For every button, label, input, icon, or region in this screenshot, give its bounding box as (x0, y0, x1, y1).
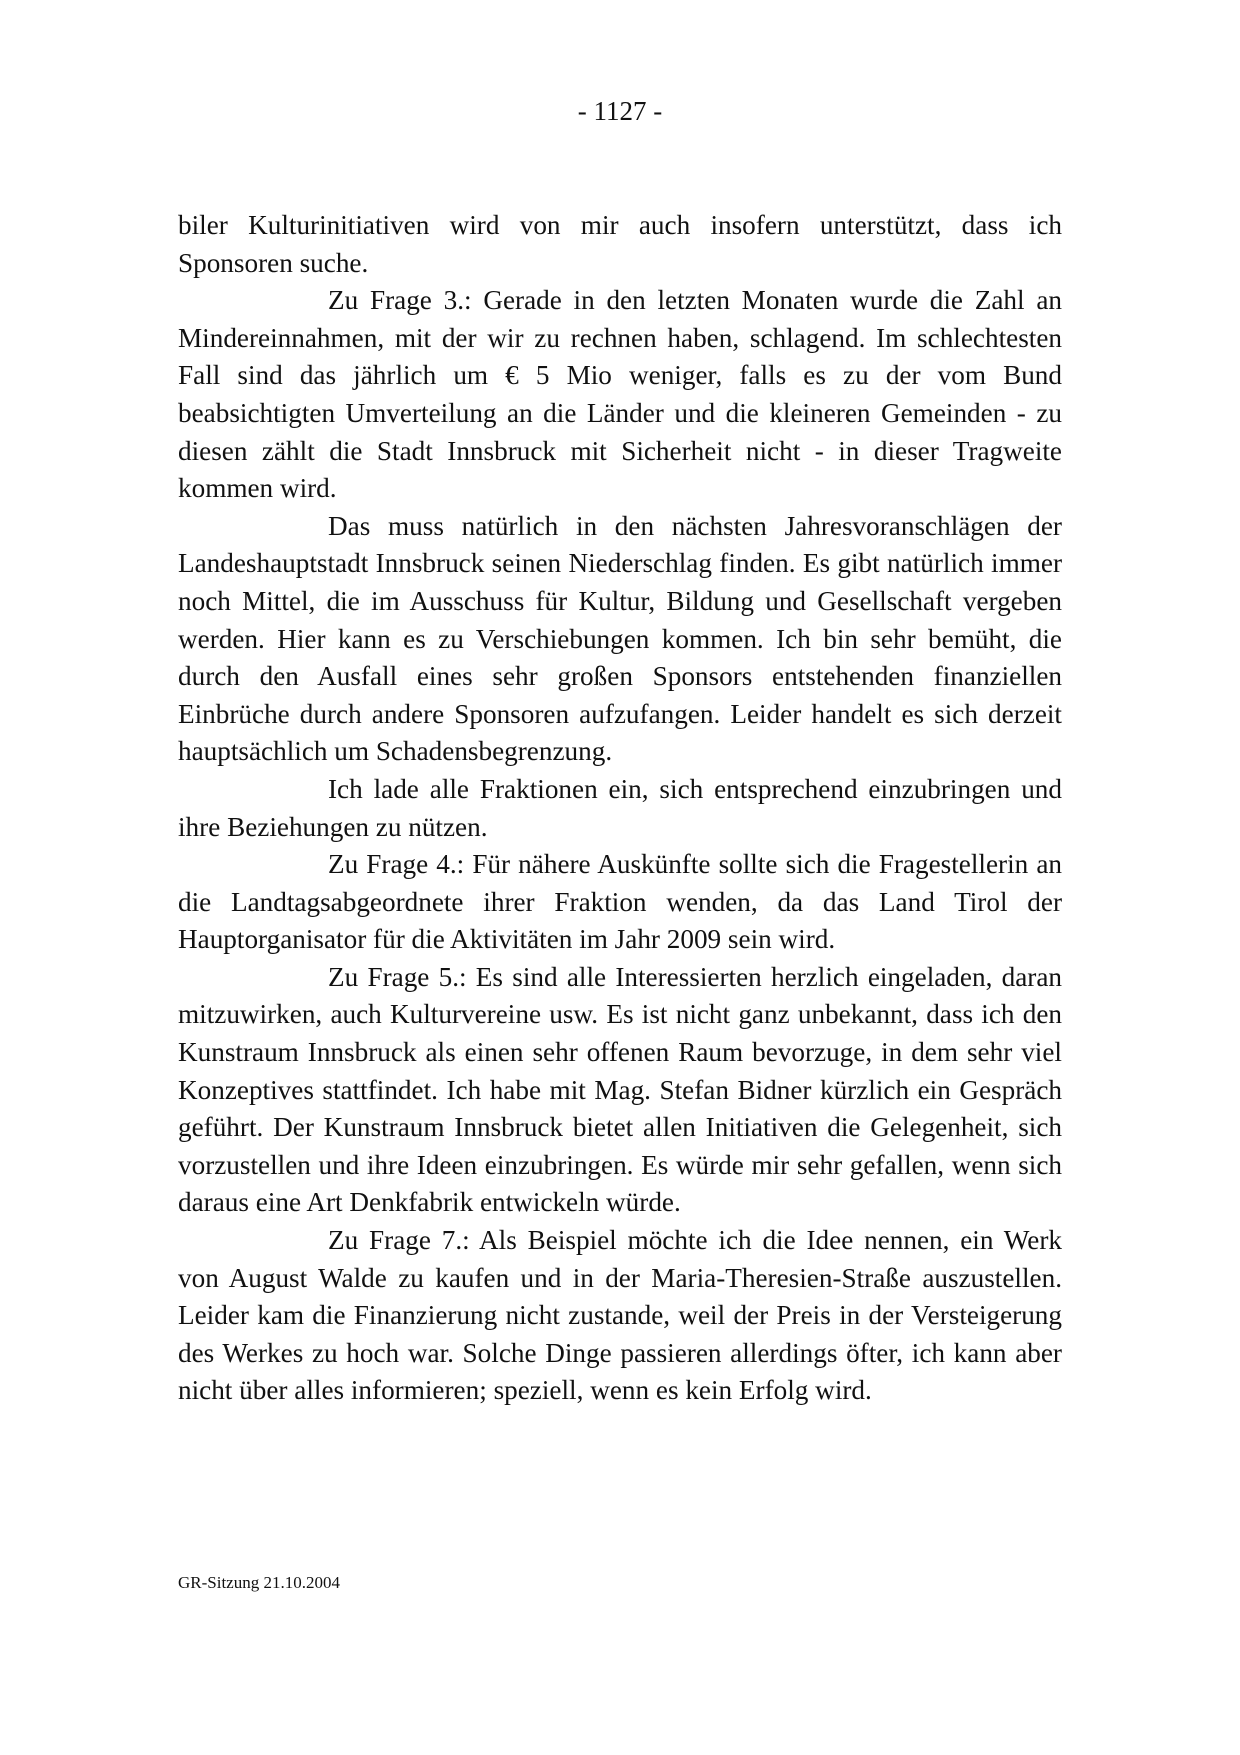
paragraph-invitation: Ich lade alle Fraktionen ein, sich entsprechend einzubringen und ihre Beziehungen zu nützen. (178, 773, 1062, 842)
paragraph-budget: Das muss natürlich in den nächsten Jahresvoranschlägen der Landeshauptstadt Innsbruck seinen Niederschlag finden. Es gibt natürlich immer noch Mittel, die im Ausschuss für Kultur, Bildung und Gesellschaft vergeben werden. Hier kann es zu Verschiebungen kommen. Ich bin sehr bemüht, die durch den Ausfall eines sehr großen Sponsors entstehenden finanziellen Einbrüche durch andere Sponsoren aufzufangen. Leider handelt es sich derzeit hauptsächlich um Schadensbegrenzung. (178, 510, 1062, 767)
paragraph-answer-3: Zu Frage 3.: Gerade in den letzten Monaten wurde die Zahl an Mindereinnahmen, mit der wir zu rechnen haben, schlagend. Im schlechtesten Fall sind das jährlich um € 5 Mio weniger, falls es zu der vom Bund beabsichtigten Umverteilung an die Länder und die kleineren Gemeinden - zu diesen zählt die Stadt Innsbruck mit Sicherheit nicht - in dieser Tragweite kommen wird. (178, 285, 1062, 504)
document-body (178, 207, 1062, 1410)
page-number: - 1127 - (577, 96, 663, 126)
paragraph-answer-5: Zu Frage 5.: Es sind alle Interessierten herzlich eingeladen, daran mitzuwirken, auch Kulturvereine usw. Es ist nicht ganz unbekannt, dass ich den Kunstraum Innsbruck als einen sehr offenen Raum bevorzuge, in dem sehr viel Konzeptives stattfindet. Ich habe mit Mag. Stefan Bidner kürzlich ein Gespräch geführt. Der Kunstraum Innsbruck bietet allen Initiativen die Gelegenheit, sich vorzustellen und ihre Ideen einzubringen. Es würde mir sehr gefallen, wenn sich daraus eine Art Denkfabrik entwickeln würde. (178, 961, 1062, 1218)
footer-session-date: GR-Sitzung 21.10.2004 (178, 1573, 340, 1592)
paragraph-continuation: biler Kulturinitiativen wird von mir auch insofern unterstützt, dass ich Sponsoren suche. (178, 210, 1062, 278)
paragraph-answer-4: Zu Frage 4.: Für nähere Auskünfte sollte sich die Fragestellerin an die Landtagsabgeordnete ihrer Fraktion wenden, da das Land Tirol der Hauptorganisator für die Aktivitäten im Jahr 2009 sein wird. (178, 849, 1062, 955)
paragraph-answer-7: Zu Frage 7.: Als Beispiel möchte ich die Idee nennen, ein Werk von August Walde zu kaufen und in der Maria-Theresien-Straße auszustellen. Leider kam die Finanzierung nicht zustande, weil der Preis in der Versteigerung des Werkes zu hoch war. Solche Dinge passieren allerdings öfter, ich kann aber nicht über alles informieren; speziell, wenn es kein Erfolg wird. (178, 1225, 1062, 1406)
